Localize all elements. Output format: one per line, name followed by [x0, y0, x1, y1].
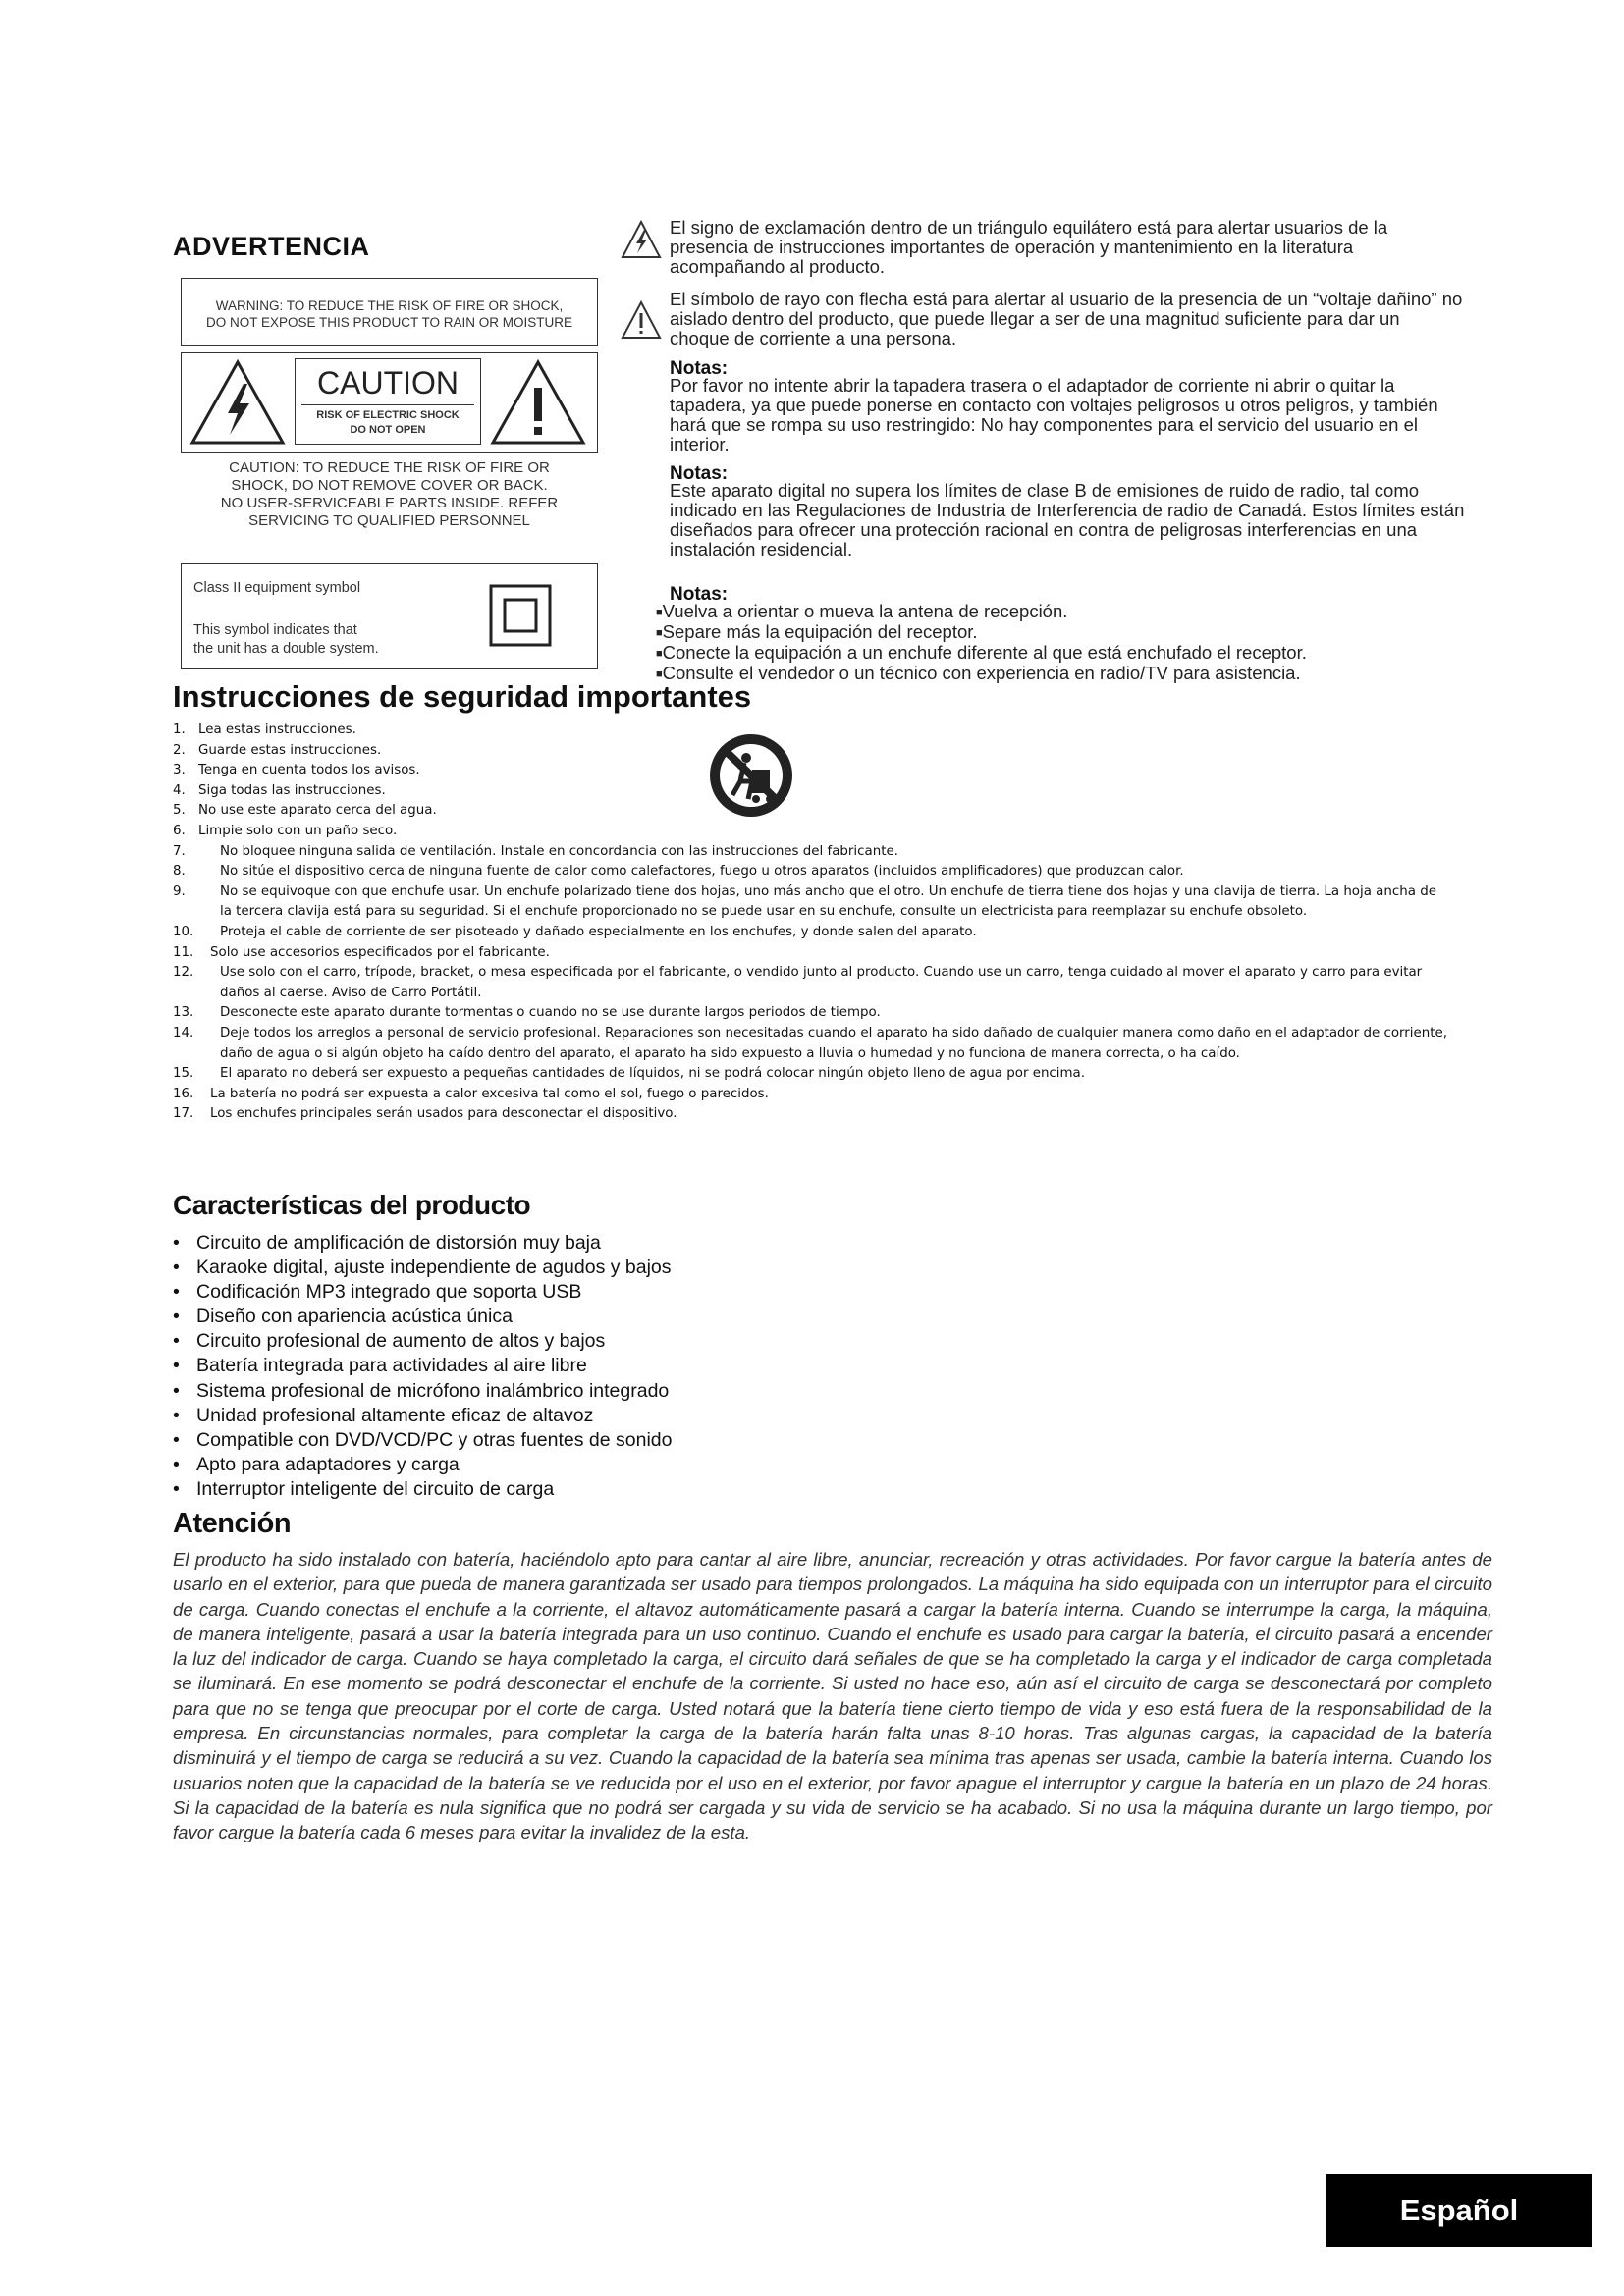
- notes-1-title: Notas:: [670, 358, 729, 379]
- list-item: 4. Siga todas las instrucciones.: [173, 782, 386, 798]
- language-tab: Español: [1326, 2174, 1592, 2247]
- notes-3-item: ■Conecte la equipación a un enchufe diferente al que está enchufado el receptor.: [656, 642, 1307, 663]
- list-item: 15. El aparato no deberá ser expuesto a pequeñas cantidades de líquidos, ni se podrá colocar ningún objeto lleno de agua por encima.: [173, 1066, 1086, 1082]
- list-item: • Compatible con DVD/VCD/PC y otras fuentes de sonido: [173, 1428, 672, 1453]
- square-bullet-icon: ■: [656, 648, 663, 660]
- list-item: 10. Proteja el cable de corriente de ser pisoteado y dañado especialmente en los enchufes, y donde salen del aparato.: [173, 924, 977, 939]
- list-item: 7. No bloquee ninguna salida de ventilación. Instale en concordancia con las instrucciones del fabricante.: [173, 843, 898, 859]
- notes-3-title: Notas:: [670, 584, 729, 605]
- caution-sub-1: RISK OF ELECTRIC SHOCK: [316, 409, 460, 421]
- caution-text-line-4: SERVICING TO QUALIFIED PERSONNEL: [248, 512, 530, 529]
- features-title: Características del producto: [173, 1190, 531, 1220]
- bullet-icon: •: [173, 1306, 180, 1328]
- lightning-warning-icon: [189, 358, 287, 447]
- notes-2-title: Notas:: [670, 463, 729, 484]
- caution-box: [181, 352, 598, 453]
- square-bullet-icon: ■: [656, 607, 663, 618]
- exclamation-triangle-icon: [621, 220, 662, 259]
- notes-3-item: ■Separe más la equipación del receptor.: [656, 621, 978, 642]
- caution-text: [181, 459, 598, 530]
- bullet-icon: •: [173, 1477, 180, 1500]
- class-ii-desc-line-1: This symbol indicates that: [193, 622, 357, 638]
- bullet-icon: •: [173, 1256, 180, 1279]
- list-item: • Unidad profesional altamente eficaz de altavoz: [173, 1404, 672, 1428]
- class-ii-title: Class II equipment symbol: [193, 580, 361, 596]
- list-item: • Codificación MP3 integrado que soporta USB: [173, 1280, 672, 1305]
- notes-3-item: ■Vuelva a orientar o mueva la antena de recepción.: [656, 601, 1068, 621]
- square-bullet-icon: ■: [656, 627, 663, 639]
- square-bullet-icon: ■: [656, 668, 663, 680]
- warning-line-2: DO NOT EXPOSE THIS PRODUCT TO RAIN OR MOISTURE: [205, 315, 573, 330]
- bullet-icon: •: [173, 1281, 180, 1304]
- double-square-icon: [489, 584, 552, 647]
- list-item: • Batería integrada para actividades al aire libre: [173, 1354, 672, 1378]
- caution-sub-2: DO NOT OPEN: [350, 424, 426, 436]
- caution-text-line-1: CAUTION: TO REDUCE THE RISK OF FIRE OR: [229, 459, 550, 476]
- list-item: 9. No se equivoque con que enchufe usar. Un enchufe polarizado tiene dos hojas, uno más ancho que el otro. Un enchufe de tierra tiene dos hojas y una clavija de tierra. La hoja ancha de la tercera clavija está para su seguridad. Si el enchufe proporcionado no se puede usar en su enchufe, consulte un electricista para reemplazar su enchufe obsoleto.: [173, 883, 1436, 920]
- list-item: 12. Use solo con el carro, trípode, bracket, o mesa especificada por el fabricante, o vendido junto al producto. Cuando use un carro, tenga cuidado al mover el aparato y carro para evitar daños al caerse. Aviso de Carro Portátil.: [173, 965, 1423, 1000]
- notes-3-list: [656, 602, 1461, 684]
- bullet-icon: •: [173, 1428, 180, 1451]
- safety-list: [173, 721, 1449, 1125]
- bullet-icon: •: [173, 1379, 180, 1402]
- list-item: 14. Deje todos los arreglos a personal de servicio profesional. Reparaciones son necesitadas cuando el aparato ha sido dañado de cualquier manera como daño en el adaptador de corriente, daño de agua o si algún objeto ha caído dentro del aparato, el aparato ha sido expuesto a lluvia o humedad y no funciona de manera correcta, o ha caído.: [173, 1025, 1447, 1061]
- bolt-explanation: El símbolo de rayo con flecha está para alertar al usuario de la presencia de un “voltaje dañino” no aislado dentro del producto, que puede llegar a ser de una magnitud suficiente para dar un choque de corriente a una persona.: [670, 289, 1463, 348]
- list-item: 8. No sitúe el dispositivo cerca de ninguna fuente de calor como calefactores, fuego u otros aparatos (incluidos amplificadores) que produzcan calor.: [173, 864, 1184, 880]
- list-item: • Circuito profesional de aumento de altos y bajos: [173, 1329, 672, 1354]
- list-item: 13. Desconecte este aparato durante tormentas o cuando no se use durante largos periodos de tiempo.: [173, 1005, 881, 1021]
- bullet-icon: •: [173, 1355, 180, 1377]
- caution-label-panel: [295, 358, 481, 445]
- caution-heading: CAUTION: [317, 365, 459, 400]
- bullet-icon: •: [173, 1404, 180, 1426]
- notes-1-text: Por favor no intente abrir la tapadera trasera o el adaptador de corriente ni abrir o quitar la tapadera, ya que puede ponerse en contacto con voltajes peligrosos u otros peligros, y también hará que se rompa su uso restringido: No hay componentes para el servicio del usuario en el interior.: [670, 375, 1438, 454]
- list-item: 3. Tenga en cuenta todos los avisos.: [173, 763, 420, 778]
- safety-title: Instrucciones de seguridad importantes: [173, 679, 752, 714]
- list-item: 2. Guarde estas instrucciones.: [173, 742, 382, 758]
- list-item: 16. La batería no podrá ser expuesta a calor excesiva tal como el sol, fuego o parecidos.: [173, 1086, 769, 1101]
- list-item: • Karaoke digital, ajuste independiente de agudos y bajos: [173, 1255, 672, 1280]
- class-ii-desc-line-2: the unit has a double system.: [193, 641, 379, 657]
- bullet-icon: •: [173, 1453, 180, 1475]
- caution-text-line-2: SHOCK, DO NOT REMOVE COVER OR BACK.: [231, 477, 548, 494]
- bullet-icon: •: [173, 1232, 180, 1254]
- attention-title: Atención: [173, 1508, 292, 1539]
- bullet-icon: •: [173, 1330, 180, 1353]
- exclamation-explanation: El signo de exclamación dentro de un triángulo equilátero está para alertar usuarios de la presencia de instrucciones importantes de operación y mantenimiento en la literatura acompañando al producto.: [670, 217, 1388, 277]
- class-ii-desc: [193, 621, 379, 659]
- warning-line-1: WARNING: TO REDUCE THE RISK OF FIRE OR SHOCK,: [215, 298, 564, 313]
- list-item: • Interruptor inteligente del circuito de carga: [173, 1477, 672, 1502]
- list-item: 11. Solo use accesorios especificados por el fabricante.: [173, 944, 550, 960]
- features-list: [173, 1231, 672, 1502]
- list-item: • Apto para adaptadores y carga: [173, 1453, 672, 1477]
- notes-2-text: Este aparato digital no supera los límites de clase B de emisiones de ruido de radio, tal como indicado en las Regulaciones de Industria de Interferencia de radio de Canadá. Estos límites están diseñados para ofrecer una protección racional en contra de peligrosas interferencias en una instalación residencial.: [670, 480, 1465, 560]
- caution-text-line-3: NO USER-SERVICEABLE PARTS INSIDE. REFER: [220, 495, 559, 511]
- list-item: 17. Los enchufes principales serán usados para desconectar el dispositivo.: [173, 1106, 677, 1122]
- exclamation-warning-icon: [489, 358, 587, 447]
- notes-3-item: ■Consulte el vendedor o un técnico con experiencia en radio/TV para asistencia.: [656, 663, 1301, 683]
- list-item: • Sistema profesional de micrófono inalámbrico integrado: [173, 1379, 672, 1404]
- list-item: • Diseño con apariencia acústica única: [173, 1305, 672, 1329]
- class-ii-box: [181, 563, 598, 669]
- exclamation-triangle-icon-2: [621, 300, 662, 340]
- list-item: 1. Lea estas instrucciones.: [173, 722, 356, 737]
- attention-text: El producto ha sido instalado con batería, haciéndolo apto para cantar al aire libre, anunciar, recreación y otras actividades. Por favor cargue la batería antes de usarlo en el exterior, para que pueda de manera garantizada ser usado para tiempos prolongados. La máquina ha sido equipada con un interruptor para el circuito de carga. Cuando conectas el enchufe a la corriente, el altavoz automáticamente pasará a cargar la batería interna. Cuando se interrumpe la carga, la máquina, de manera inteligente, pasará a usar la batería integrada para un uso continuo. Cuando el enchufe es usado para cargar la batería, el circuito pasará a encender la luz del indicador de carga. Cuando se haya completado la carga, el circuito dará señales de que se ha completado la carga y el indicador de carga completada se iluminará. En ese momento se podrá desconectar el enchufe de la corriente. Si usted no hace eso, aún así el circuito de carga se desconectará por completo para que no se tenga que preocupar por el corte de carga. Usted notará que la batería tiene cierto tiempo de vida y eso está fuera de la responsabilidad de la empresa. En circunstancias normales, para completar la carga de la batería harán falta unas 8-10 horas. Tras algunas cargas, la capacidad de la batería disminuirá y el tiempo de carga se reducirá a su vez. Cuando la capacidad de la batería sea mínima tras apenas ser usada, cambie la batería interna. Cuando los usuarios noten que la capacidad de la batería se ve reducida por el uso en el exterior, por favor apague el interruptor y cargue la batería en un plazo de 24 horas. Si la capacidad de la batería es nula significa que no podrá ser cargada y su vida de servicio se ha acabado. Si no usa la máquina durante un largo tiempo, por favor cargue la batería cada 6 meses para evitar la invalidez de la esta.: [173, 1549, 1492, 1843]
- warning-box: [181, 278, 598, 346]
- list-item: 6. Limpie solo con un paño seco.: [173, 823, 398, 838]
- warning-title: ADVERTENCIA: [173, 232, 370, 261]
- list-item: 5. No use este aparato cerca del agua.: [173, 803, 437, 819]
- list-item: • Circuito de amplificación de distorsión muy baja: [173, 1231, 672, 1255]
